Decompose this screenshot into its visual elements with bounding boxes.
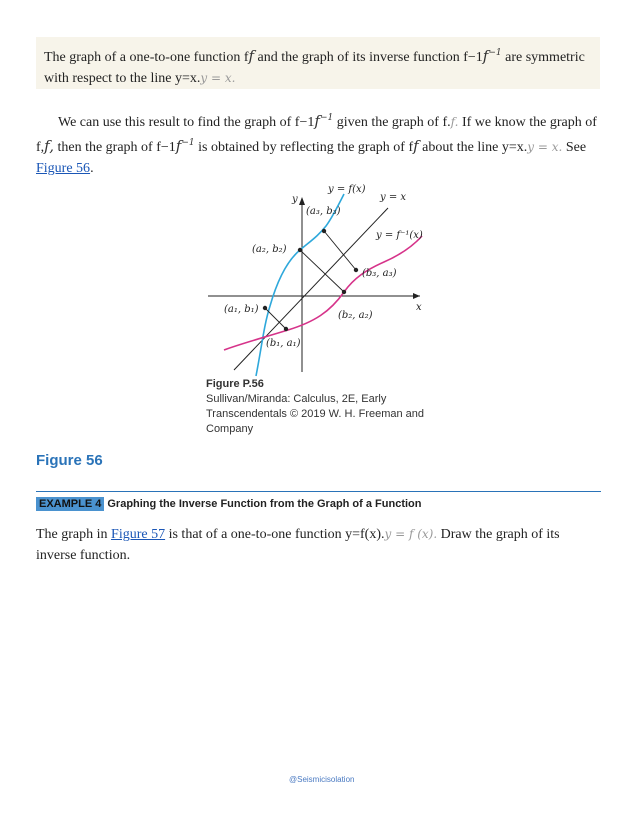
math-y-equals-fx: y = f (x).: [384, 527, 438, 541]
para2-text-1: The graph in: [36, 527, 112, 542]
paragraph-reflection: [36, 108, 602, 179]
example-badge: EXAMPLE 4: [36, 497, 104, 511]
label-a3b3: (a₃, b₃): [306, 206, 341, 217]
math-f-comma: f,: [44, 137, 54, 155]
label-a1b1: (a₁, b₁): [224, 304, 259, 315]
math-y-equals-x: y = x.: [200, 71, 236, 85]
para1-text-6: about the line y=x.: [418, 140, 528, 155]
point-b3a3: [354, 268, 358, 272]
example-title: Graphing the Inverse Function from the Graph of a Function: [107, 498, 422, 510]
reflect-segment-3: [324, 231, 356, 270]
para2-text-3: Draw the graph of its inverse function.: [36, 527, 560, 563]
math-f-inverse: $f^{-1}$: [482, 47, 502, 65]
para1-text-3: If we know the graph of f,: [36, 115, 597, 155]
point-b1a1: [284, 327, 288, 331]
point-a1b1: [263, 306, 267, 310]
note-text-3: are symmetric with respect to the line y=x.: [44, 50, 585, 86]
point-b2a2: [342, 290, 346, 294]
point-a2b2: [298, 248, 302, 252]
label-f: y = f(x): [328, 184, 366, 195]
para1-text-1: We can use this result to find the graph of f−1: [58, 115, 315, 130]
figure-caption: [206, 377, 436, 437]
figure-57-link[interactable]: Figure 57: [111, 527, 166, 542]
caption-title: Figure P.56: [206, 378, 264, 390]
y-axis-arrow: [299, 197, 305, 205]
label-b2a2: (b₂, a₂): [338, 310, 373, 321]
caption-body: Sullivan/Miranda: Calculus, 2E, Early Transcendentals © 2019 W. H. Freeman and Company: [206, 393, 425, 435]
point-a3b3: [322, 229, 326, 233]
para1-text-7: See: [562, 140, 587, 155]
example-heading: [36, 498, 421, 510]
paragraph-example: [36, 524, 602, 566]
figure-number-label: Figure 56: [36, 452, 103, 469]
math-f-2: f: [413, 137, 419, 155]
para1-text-2: given the graph of f.: [333, 115, 451, 130]
math-f-inverse-1: $f^{-1}$: [314, 112, 334, 130]
figure-56-link[interactable]: Figure 56: [36, 161, 91, 176]
math-f-ghost: f.: [450, 115, 459, 129]
label-b1a1: (b₁, a₁): [266, 338, 301, 349]
theorem-box: [36, 37, 600, 89]
watermark: @Seismicisolation: [289, 775, 355, 784]
note-text-2: and the graph of its inverse function f−1: [254, 50, 483, 65]
label-x-axis: x: [416, 302, 422, 313]
label-b3a3: (b₃, a₃): [362, 268, 397, 279]
label-a2b2: (a₂, b₂): [252, 244, 287, 255]
para1-text-8: .: [90, 161, 94, 176]
line-y-equals-x: [234, 208, 388, 370]
inverse-graph-figure: [204, 180, 434, 380]
x-axis-arrow: [413, 293, 420, 299]
label-y-equals-x: y = x: [380, 192, 407, 203]
note-text-1: The graph of a one-to-one function f: [44, 50, 249, 65]
para1-text-5: is obtained by reflecting the graph of f: [194, 140, 414, 155]
section-divider: [36, 491, 601, 492]
label-y-axis: y: [292, 194, 298, 205]
math-f-inverse-2: $f^{-1}$: [175, 137, 195, 155]
reflect-segment-2: [300, 250, 344, 292]
para2-text-2: is that of a one-to-one function y=f(x).: [165, 527, 385, 542]
para1-text-4: then the graph of f−1: [53, 140, 176, 155]
label-f-inverse: y = f⁻¹(x): [376, 230, 423, 241]
math-y-equals-x-2: y = x.: [527, 140, 563, 154]
math-f: f: [248, 47, 255, 65]
